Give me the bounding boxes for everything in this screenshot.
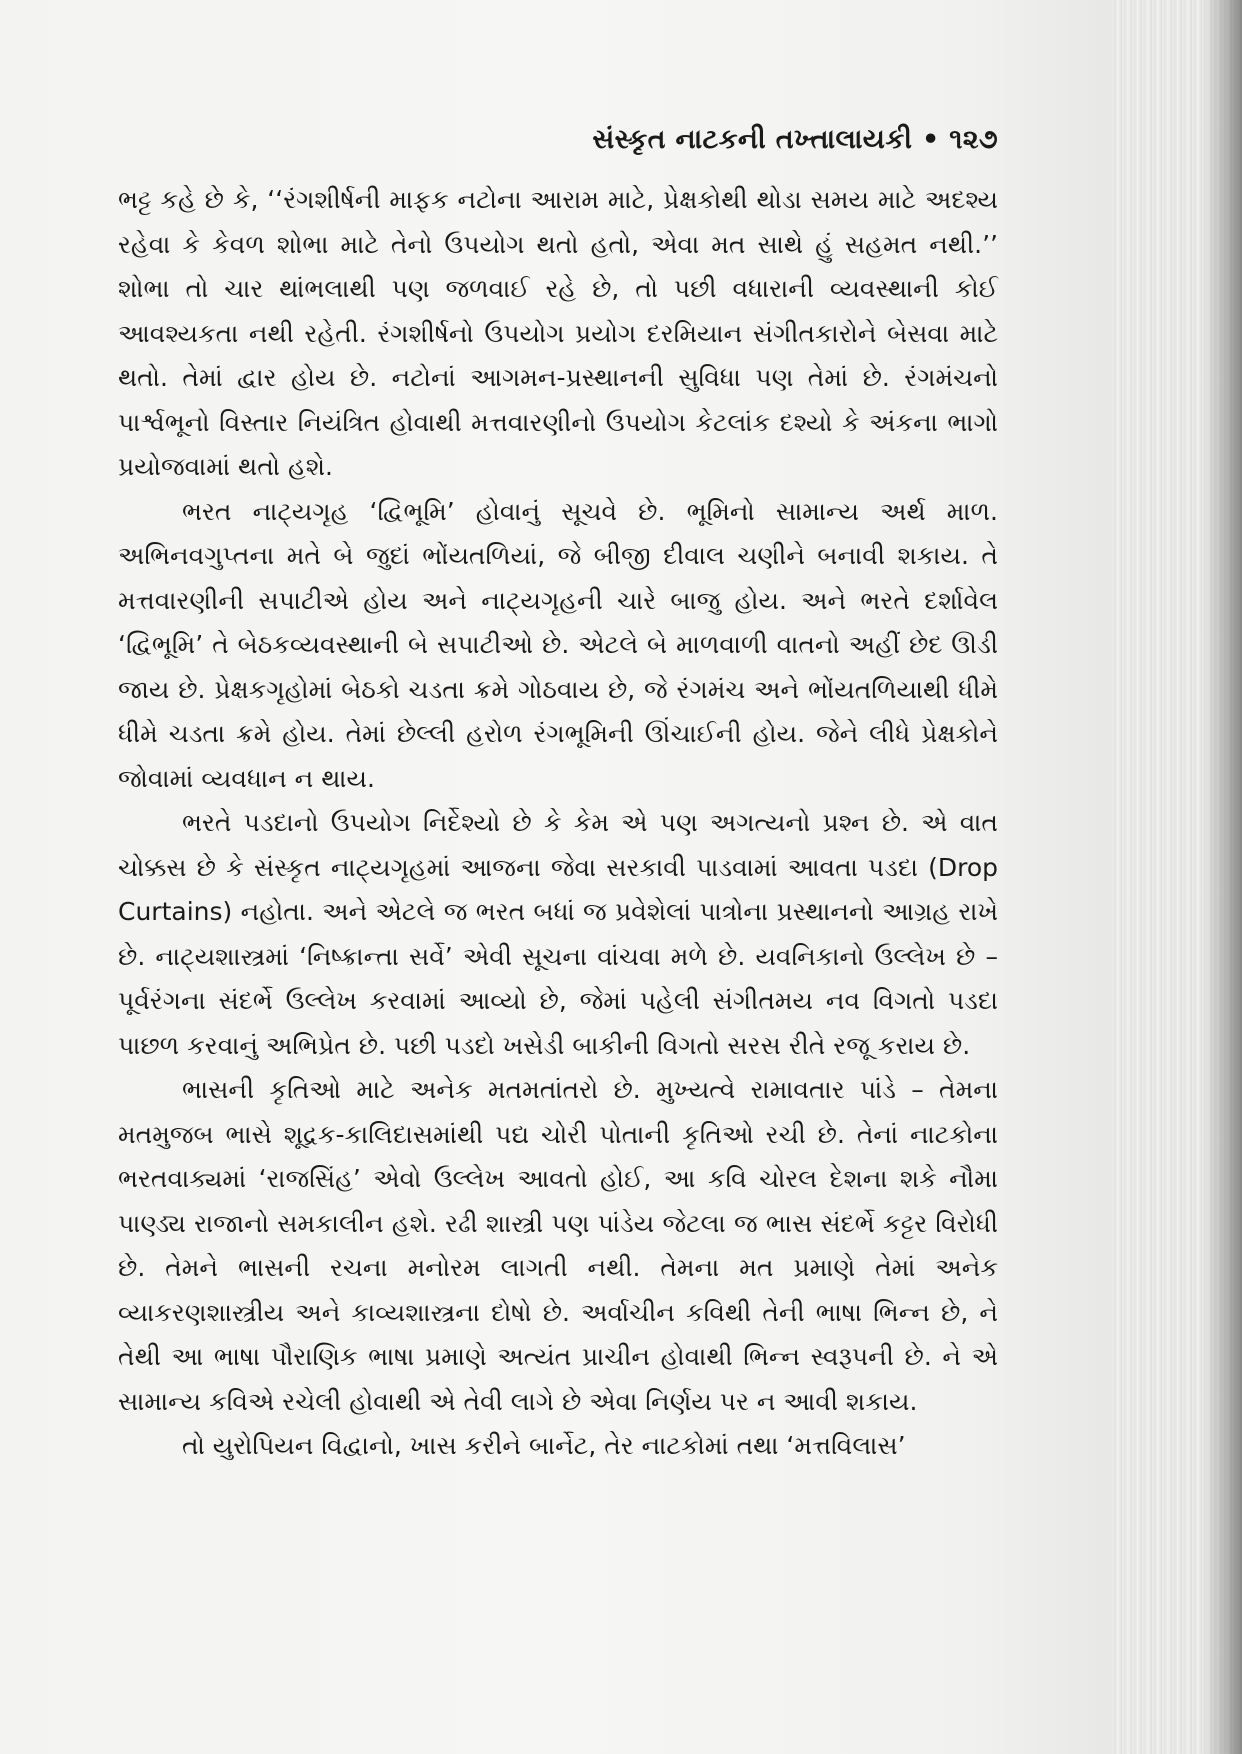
paragraph-3: ભરતે પડદાનો ઉપયોગ નિર્દેશ્યો છે કે કેમ એ પણ અગત્યનો પ્રશ્ન છે. એ વાત ચોક્કસ છે કે સંસ્કૃત નાટ્યગૃહમાં આજના જેવા સરકાવી પાડવામાં આવતા પડદા (Drop Curtains) નહોતા. અને એટલે જ ભરત બધાં જ પ્રવેશેલાં પાત્રોના પ્રસ્થાનનો આગ્રહ રાખે છે. નાટ્યશાસ્ત્રમાં ‘નિષ્ક્રાન્તા સર્વે’ એવી સૂચના વાંચવા મળે છે. યવનિકાનો ઉલ્લેખ છે – પૂર્વરંગના સંદર્ભે ઉલ્લેખ કરવામાં આવ્યો છે, જેમાં પહેલી સંગીતમય નવ વિગતો પડદા પાછળ કરવાનું અભિપ્રેત છે. પછી પડદો ખસેડી બાકીની વિગતો સરસ રીતે રજૂ કરાય છે.	[118, 808, 998, 1060]
body-text	[118, 178, 998, 1469]
running-head: સંસ્કૃત નાટકની તખ્તાલાયકી • ૧૨૭	[592, 124, 998, 155]
paragraph-4: ભાસની કૃતિઓ માટે અનેક મતમતાંતરો છે. મુખ્યત્વે રામાવતાર પાંડે – તેમના મતમુજબ ભાસે શૂદ્રક-કાલિદાસમાંથી પદ્ય ચોરી પોતાની કૃતિઓ રચી છે. તેનાં નાટકોના ભરતવાક્યમાં ‘રાજસિંહ’ એવો ઉલ્લેખ આવતો હોઈ, આ કવિ ચોરલ દેશના શકે નૌમા પાણ્ડ્ય રાજાનો સમકાલીન હશે. રઢી શાસ્ત્રી પણ પાંડેય જેટલા જ ભાસ સંદર્ભે કટ્ટર વિરોધી છે. તેમને ભાસની રચના મનોરમ લાગતી નથી. તેમના મત પ્રમાણે તેમાં અનેક વ્યાકરણશાસ્ત્રીય અને કાવ્યશાસ્ત્રના દોષો છે. અર્વાચીન કવિથી તેની ભાષા ભિન્ન છે, ને તેથી આ ભાષા પૌરાણિક ભાષા પ્રમાણે અત્યંત પ્રાચીન હોવાથી ભિન્ન સ્વરૂપની છે. ને એ સામાન્ય કવિએ રચેલી હોવાથી એ તેવી લાગે છે એવા નિર્ણય પર ન આવી શકાય.	[118, 1075, 998, 1416]
paragraph-2: ભરત નાટ્યગૃહ ‘દ્વિભૂમિ’ હોવાનું સૂચવે છે. ભૂમિનો સામાન્ય અર્થ માળ. અભિનવગુપ્તના મતે બે જુદાં ભોંયતળિયાં, જે બીજી દીવાલ ચણીને બનાવી શકાય. તે મત્તવારણીની સપાટીએ હોય અને નાટ્યગૃહની ચારે બાજુ હોય. અને ભરતે દર્શાવેલ ‘દ્વિભૂમિ’ તે બેઠકવ્યવસ્થાની બે સપાટીઓ છે. એટલે બે માળવાળી વાતનો અહીં છેદ ઊડી જાય છે. પ્રેક્ષકગૃહોમાં બેઠકો ચડતા ક્રમે ગોઠવાય છે, જે રંગમંચ અને ભોંયતળિયાથી ધીમે ધીમે ચડતા ક્રમે હોય. તેમાં છેલ્લી હરોળ રંગભૂમિની ઊંચાઈની હોય. જેને લીધે પ્રેક્ષકોને જોવામાં વ્યવધાન ન થાય.	[118, 496, 998, 793]
paragraph-1: ભટ્ટ કહે છે કે, ‘‘રંગશીર્ષની માફક નટોના આરામ માટે, પ્રેક્ષકોથી થોડા સમય માટે અદશ્ય રહેવા કે કેવળ શોભા માટે તેનો ઉપયોગ થતો હતો, એવા મત સાથે હું સહમત નથી.’’ શોભા તો ચાર થાંભલાથી પણ જળવાઈ રહે છે, તો પછી વધારાની વ્યવસ્થાની કોઈ આવશ્યકતા નથી રહેતી. રંગશીર્ષનો ઉપયોગ પ્રયોગ દરમિયાન સંગીતકારોને બેસવા માટે થતો. તેમાં દ્વાર હોય છે. નટોનાં આગમન-પ્રસ્થાનની સુવિધા પણ તેમાં છે. રંગમંચનો પાર્શ્વભૂનો વિસ્તાર નિયંત્રિત હોવાથી મત્તવારણીનો ઉપયોગ કેટલાંક દશ્યો કે અંકના ભાગો પ્રયોજવામાં થતો હશે.	[118, 185, 998, 481]
page-edge-shadow	[1202, 0, 1242, 1754]
page-content	[118, 120, 998, 1469]
paragraph-5: તો યુરોપિયન વિદ્વાનો, ખાસ કરીને બાર્નેટ, તેર નાટકોમાં તથા ‘મત્તવિલાસ’	[182, 1431, 906, 1460]
